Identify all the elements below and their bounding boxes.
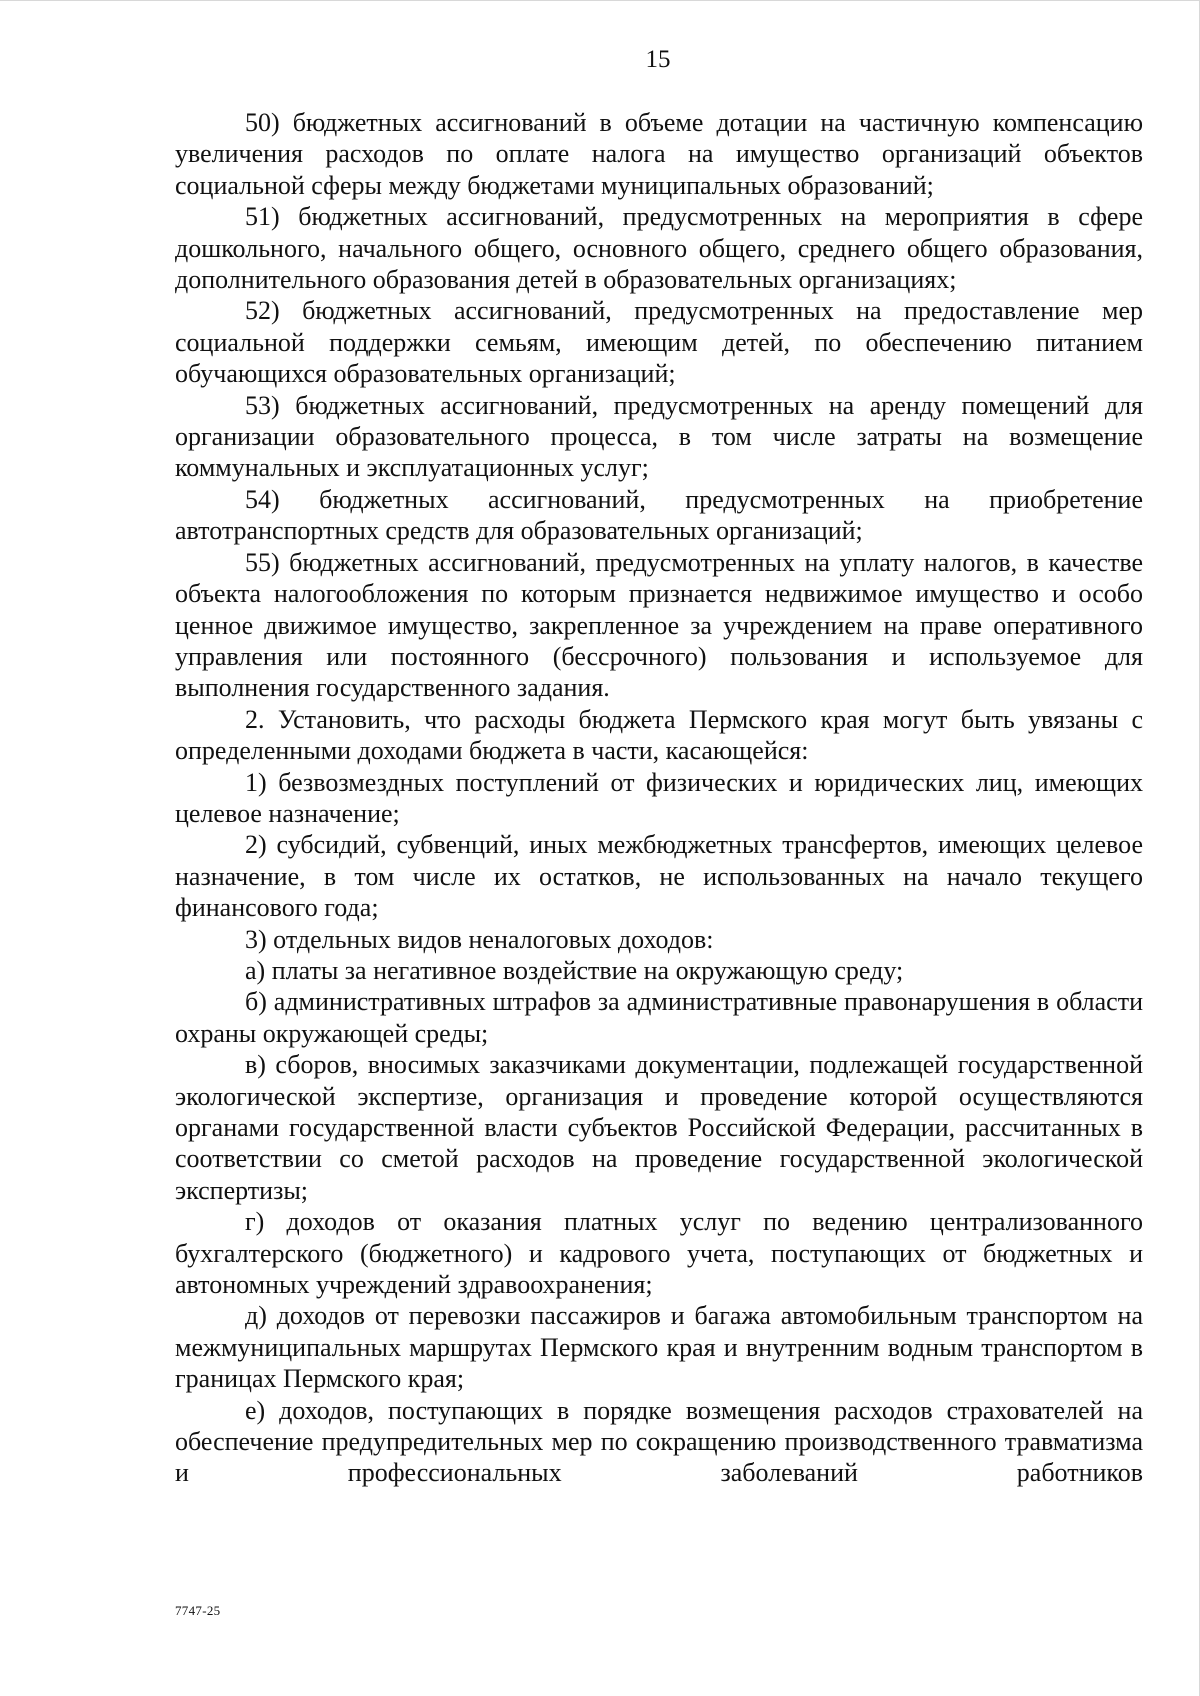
document-body xyxy=(175,107,1143,1489)
paragraph-item-54: 54) бюджетных ассигнований, предусмотренных на приобретение автотранспортных средств для образовательных организаций; xyxy=(175,484,1143,546)
paragraph-item-52: 52) бюджетных ассигнований, предусмотренных на предоставление мер социальной поддержки семьям, имеющим детей, по обеспечению питанием обучающихся образовательных организаций; xyxy=(175,296,1143,389)
paragraph-item-2: 2) субсидий, субвенций, иных межбюджетных трансфертов, имеющих целевое назначение, в том числе их остатков, не использованных на начало текущего финансового года; xyxy=(175,830,1143,923)
paragraph-item-3: 3) отдельных видов неналоговых доходов: xyxy=(245,924,714,954)
paragraph-item-1: 1) безвозмездных поступлений от физических и юридических лиц, имеющих целевое назначение; xyxy=(175,767,1143,828)
page-number: 15 xyxy=(645,46,671,73)
paragraph-item-55: 55) бюджетных ассигнований, предусмотренных на уплату налогов, в качестве объекта налогообложения по которым признается недвижимое имущество и особо ценное движимое имущество, закрепленное за учреждением на праве оперативного управления или постоянного (бессрочного) пользования и используемое для выполнения государственного задания. xyxy=(175,547,1143,703)
paragraph-item-53: 53) бюджетных ассигнований, предусмотренных на аренду помещений для организации образовательного процесса, в том числе затраты на возмещение коммунальных и эксплуатационных услуг; xyxy=(175,390,1143,483)
paragraph-subitem-e: е) доходов, поступающих в порядке возмещения расходов страхователей на обеспечение предупредительных мер по сокращению производственного травматизма и профессиональных заболеваний работников xyxy=(175,1395,1143,1488)
paragraph-item-50: 50) бюджетных ассигнований в объеме дотации на частичную компенсацию увеличения расходов по оплате налога на имущество организаций объектов социальной сферы между бюджетами муниципальных образований; xyxy=(175,108,1143,200)
paragraph-section-2: 2. Установить, что расходы бюджета Пермского края могут быть увязаны с определенными доходами бюджета в части, касающейся: xyxy=(175,704,1143,766)
paragraph-subitem-d: д) доходов от перевозки пассажиров и багажа автомобильным транспортом на межмуниципальных маршрутах Пермского края и внутренним водным транспортом в границах Пермского края; xyxy=(175,1301,1143,1394)
paragraph-subitem-a: а) платы за негативное воздействие на окружающую среду; xyxy=(245,955,904,985)
paragraph-subitem-g: г) доходов от оказания платных услуг по ведению централизованного бухгалтерского (бюджетного) и кадрового учета, поступающих от бюджетных и автономных учреждений здравоохранения; xyxy=(175,1207,1143,1300)
paragraph-subitem-v: в) сборов, вносимых заказчиками документации, подлежащей государственной экологической экспертизе, организация и проведение которой осуществляются органами государственной власти субъектов Российской Федерации, рассчитанных в соответствии со сметой расходов на проведение государственной экологической экспертизы; xyxy=(175,1050,1143,1205)
document-code: 7747-25 xyxy=(175,1603,221,1618)
paragraph-item-51: 51) бюджетных ассигнований, предусмотренных на мероприятия в сфере дошкольного, начального общего, основного общего, среднего общего образования, дополнительного образования детей в образовательных организациях; xyxy=(175,202,1143,295)
paragraph-subitem-b: б) административных штрафов за административные правонарушения в области охраны окружающей среды; xyxy=(175,987,1143,1048)
